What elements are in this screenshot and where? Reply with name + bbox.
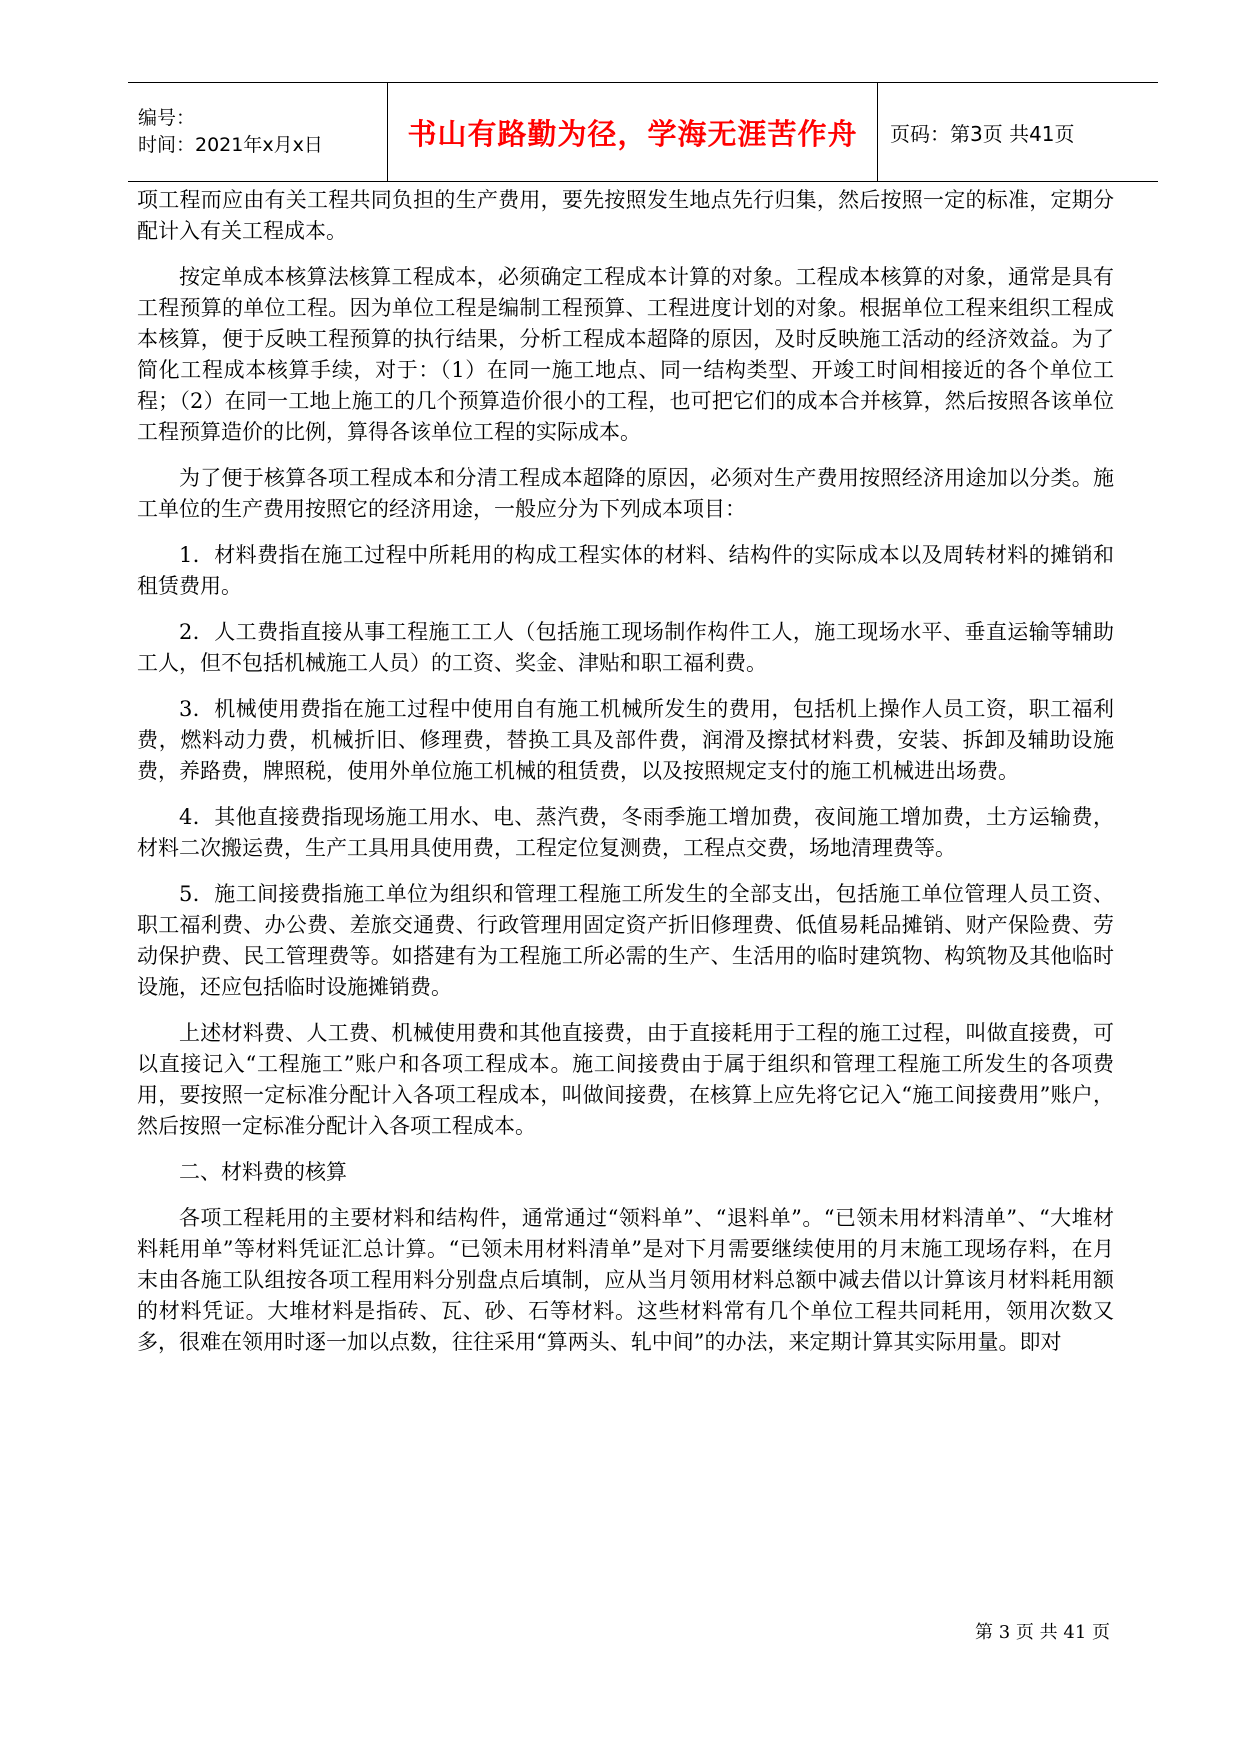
paragraph: 1．材料费指在施工过程中所耗用的构成工程实体的材料、结构件的实际成本以及周转材料的摊销和租赁费用。 (137, 543, 1114, 598)
page-header (128, 82, 1158, 182)
page-footer: 第 3 页 共 41 页 (975, 1622, 1110, 1643)
header-meta (128, 83, 388, 181)
paragraph: 项工程而应由有关工程共同负担的生产费用，要先按照发生地点先行归集，然后按照一定的标准，定期分配计入有关工程成本。 (137, 188, 1114, 243)
paragraph: 3．机械使用费指在施工过程中使用自有施工机械所发生的费用，包括机上操作人员工资，职工福利费，燃料动力费，机械折旧、修理费，替换工具及部件费，润滑及擦拭材料费，安装、拆卸及辅助设施费，养路费，牌照税，使用外单位施工机械的租赁费，以及按照规定支付的施工机械进出场费。 (137, 697, 1114, 783)
paragraph: 各项工程耗用的主要材料和结构件，通常通过“领料单”、“退料单”。“已领未用材料清单”、“大堆材料耗用单”等材料凭证汇总计算。“已领未用材料清单”是对下月需要继续使用的月末施工现场存料，在月末由各施工队组按各项工程用料分别盘点后填制，应从当月领用材料总额中减去借以计算该月材料耗用额的材料凭证。大堆材料是指砖、瓦、砂、石等材料。这些材料常有几个单位工程共同耗用，领用次数又多，很难在领用时逐一加以点数，往往采用“算两头、轧中间”的办法，来定期计算其实际用量。即对 (137, 1206, 1114, 1354)
paragraph: 4．其他直接费指现场施工用水、电、蒸汽费，冬雨季施工增加费，夜间施工增加费，土方运输费，材料二次搬运费，生产工具用具使用费，工程定位复测费，工程点交费，场地清理费等。 (137, 805, 1114, 860)
header-motto: 书山有路勤为径，学海无涯苦作舟 (407, 116, 858, 151)
paragraph: 按定单成本核算法核算工程成本，必须确定工程成本计算的对象。工程成本核算的对象，通常是具有工程预算的单位工程。因为单位工程是编制工程预算、工程进度计划的对象。根据单位工程来组织工程成本核算，便于反映工程预算的执行结果，分析工程成本超降的原因，及时反映施工活动的经济效益。为了简化工程成本核算手续，对于：（1）在同一施工地点、同一结构类型、开竣工时间相接近的各个单位工程；（2）在同一工地上施工的几个预算造价很小的工程，也可把它们的成本合并核算，然后按照各该单位工程预算造价的比例，算得各该单位工程的实际成本。 (137, 265, 1114, 444)
header-motto-cell (388, 83, 878, 181)
header-page-cell (878, 83, 1158, 181)
paragraph: 2．人工费指直接从事工程施工工人（包括施工现场制作构件工人，施工现场水平、垂直运输等辅助工人，但不包括机械施工人员）的工资、奖金、津贴和职工福利费。 (137, 620, 1114, 675)
document-time-label: 时间：2021年x月x日 (138, 134, 323, 156)
section-heading: 二、材料费的核算 (179, 1160, 347, 1184)
document-body (137, 185, 1114, 1373)
document-number-label: 编号： (138, 107, 196, 129)
paragraph: 为了便于核算各项工程成本和分清工程成本超降的原因，必须对生产费用按照经济用途加以分类。施工单位的生产费用按照它的经济用途，一般应分为下列成本项目： (137, 466, 1114, 521)
paragraph: 上述材料费、人工费、机械使用费和其他直接费，由于直接耗用于工程的施工过程，叫做直接费，可以直接记入“工程施工”账户和各项工程成本。施工间接费由于属于组织和管理工程施工所发生的各项费用，要按照一定标准分配计入各项工程成本，叫做间接费，在核算上应先将它记入“施工间接费用”账户，然后按照一定标准分配计入各项工程成本。 (137, 1021, 1114, 1138)
paragraph: 5．施工间接费指施工单位为组织和管理工程施工所发生的全部支出，包括施工单位管理人员工资、职工福利费、办公费、差旅交通费、行政管理用固定资产折旧修理费、低值易耗品摊销、财产保险费、劳动保护费、民工管理费等。如搭建有为工程施工所必需的生产、生活用的临时建筑物、构筑物及其他临时设施，还应包括临时设施摊销费。 (137, 882, 1114, 999)
header-page-number: 页码：第3页 共41页 (890, 121, 1075, 146)
